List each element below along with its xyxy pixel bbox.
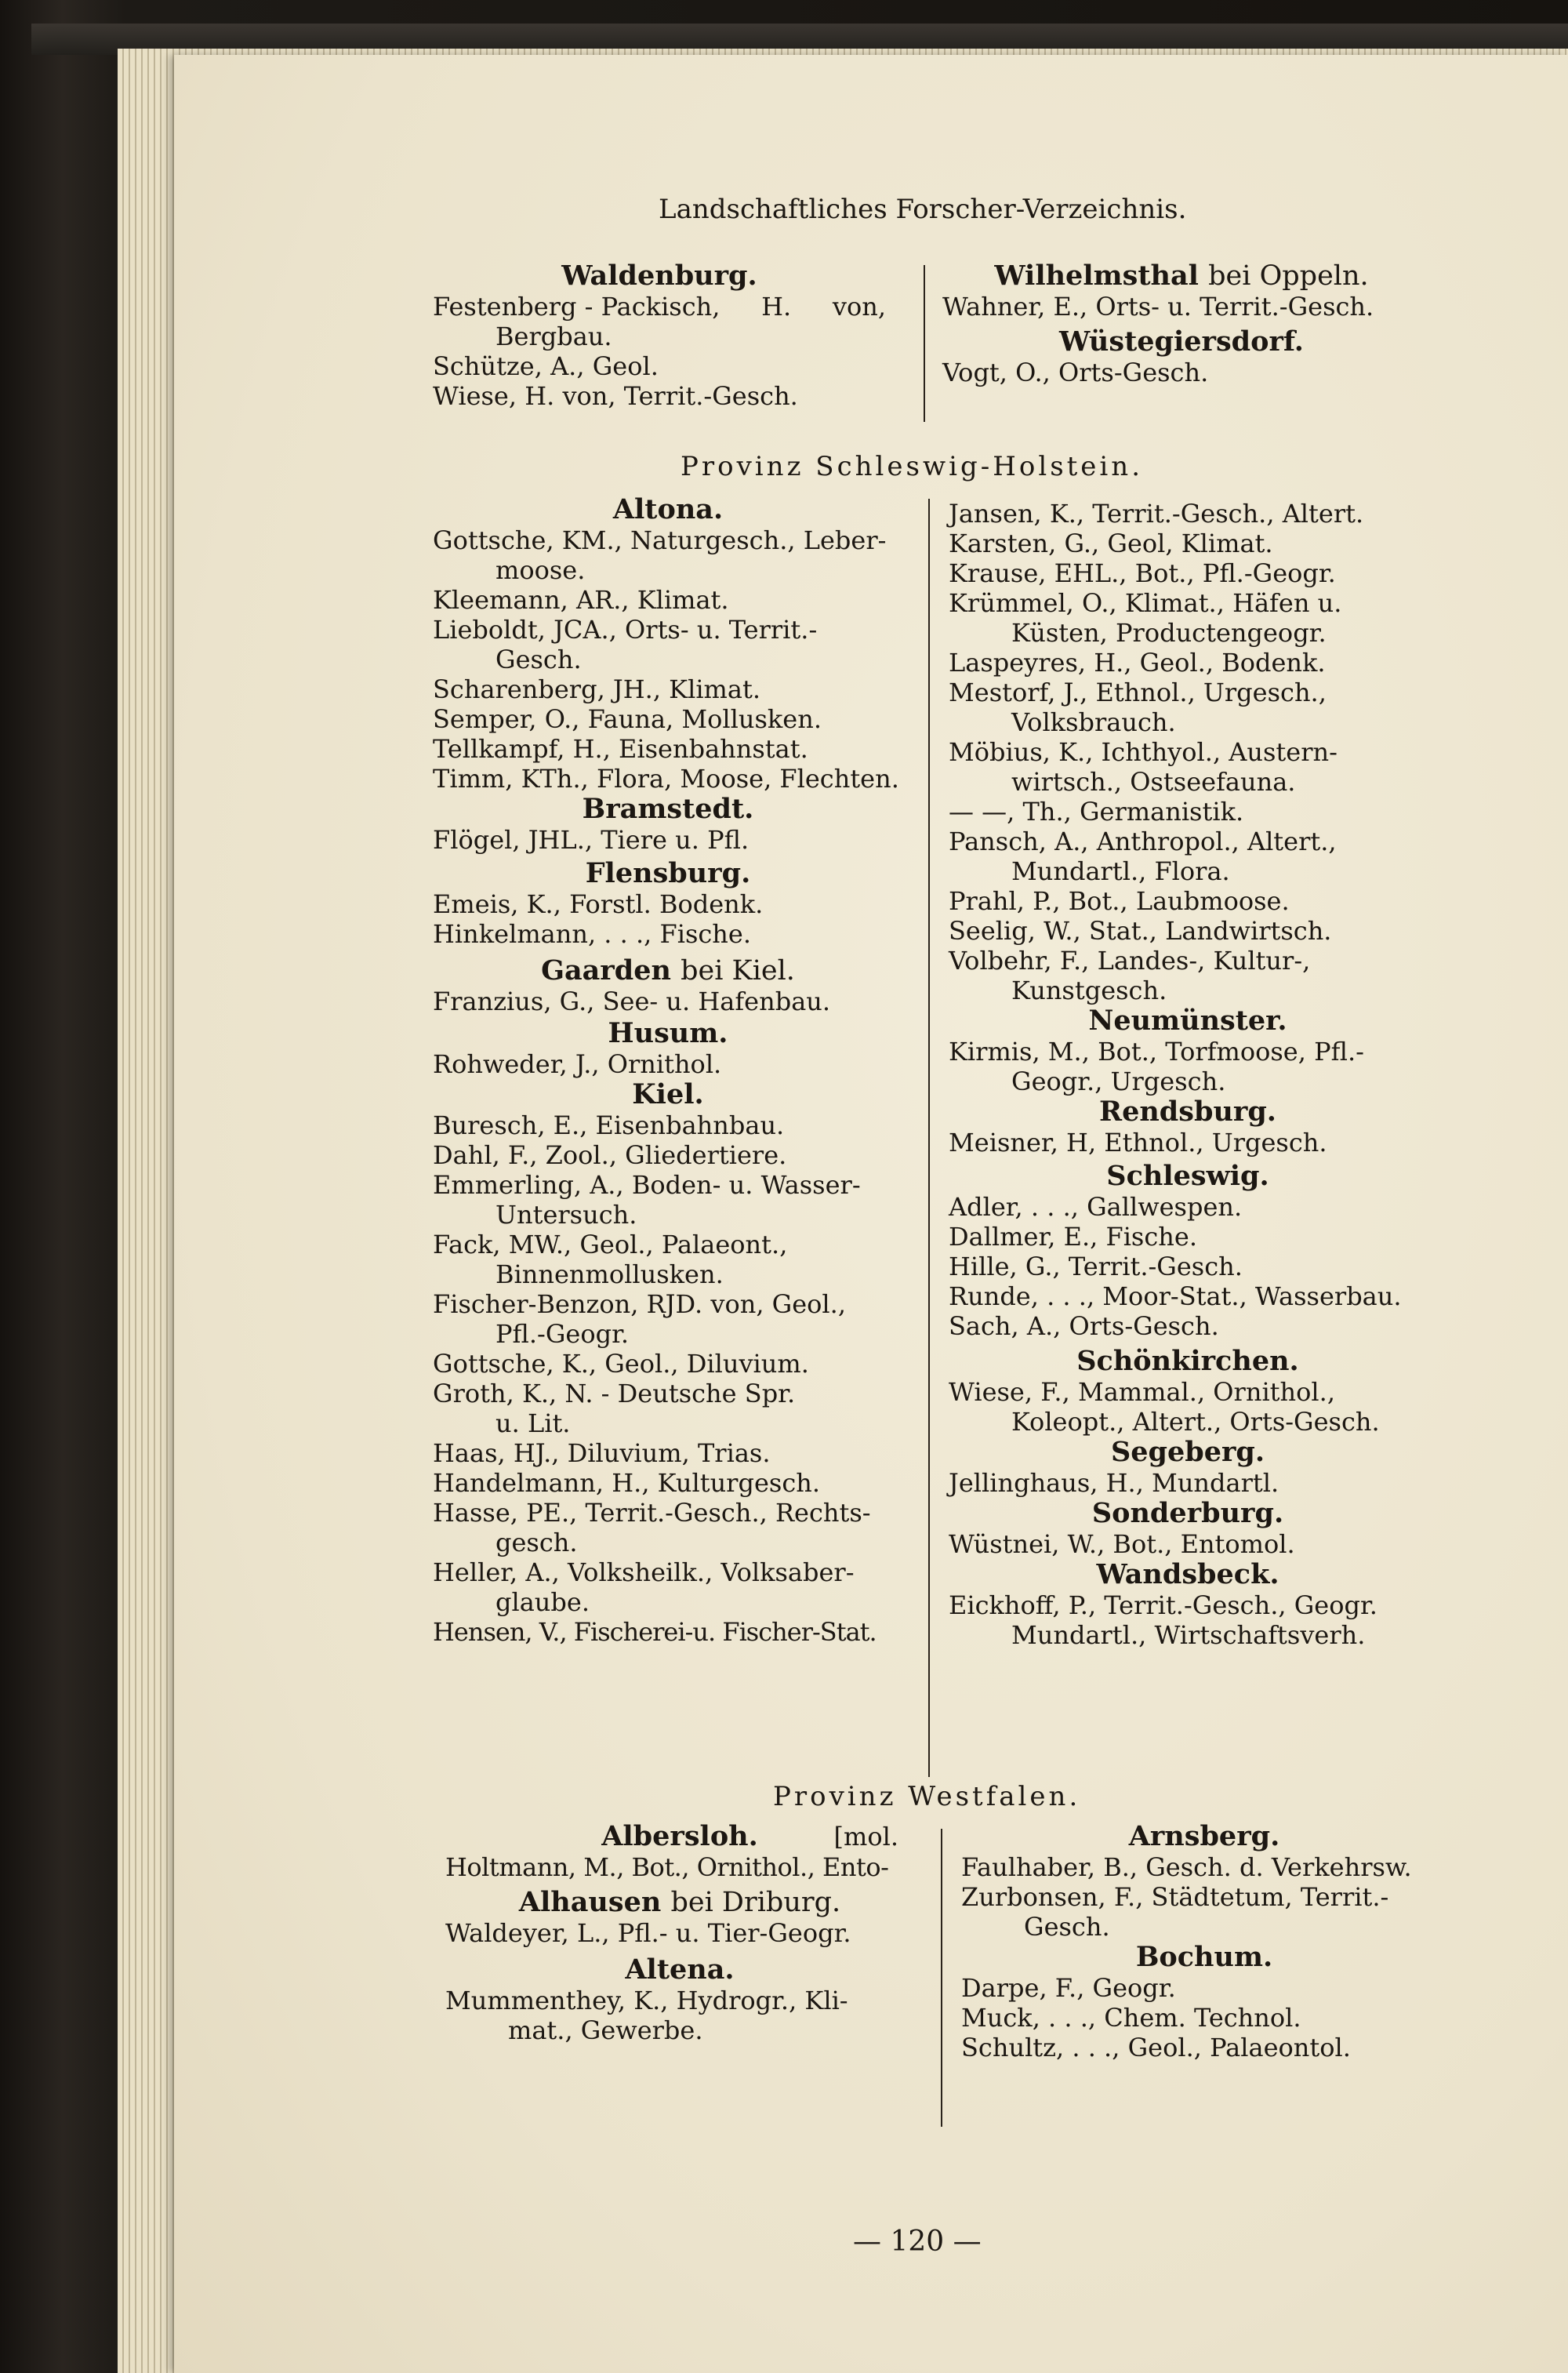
entry-line: moose.: [495, 555, 586, 585]
entry-line: Volbehr, F., Landes-, Kultur-,: [949, 946, 1311, 976]
entry-line: Waldeyer, L., Pfl.- u. Tier-Geogr.: [445, 1918, 851, 1948]
entry-line: Geogr., Urgesch.: [1011, 1067, 1226, 1096]
entry-line: Dallmer, E., Fische.: [949, 1222, 1197, 1252]
running-head: Landschaftliches Forscher-Verzeichnis.: [659, 194, 1187, 225]
entry-line: Runde, . . ., Moor-Stat., Wasserbau.: [949, 1281, 1402, 1311]
place-heading-sonderburg: Sonderburg.: [1091, 1497, 1284, 1529]
entry-line: Gesch.: [1024, 1912, 1110, 1942]
entry-line: Mundartl., Wirtschaftsverh.: [1011, 1620, 1366, 1650]
entry-line: Pfl.-Geogr.: [495, 1319, 630, 1349]
entry-line: Mestorf, J., Ethnol., Urgesch.,: [949, 678, 1327, 707]
entry-line: Hasse, PE., Territ.-Gesch., Rechts-: [433, 1498, 871, 1528]
entry-line: Mundartl., Flora.: [1011, 856, 1230, 886]
schlesien-left-column: [433, 260, 886, 411]
place-heading-text: Wilhelmsthal: [994, 260, 1199, 292]
entry-line: Dahl, F., Zool., Gliedertiere.: [433, 1140, 787, 1170]
entry-line: Gottsche, K., Geol., Diluvium.: [433, 1349, 809, 1379]
place-heading-wuestegiersdorf: Wüstegiersdorf.: [1059, 325, 1304, 358]
place-heading-rendsburg: Rendsburg.: [1099, 1096, 1276, 1128]
entry-line: [433, 292, 886, 322]
entry-line: Lieboldt, JCA., Orts- u. Territ.-: [433, 615, 818, 645]
entry-line: gesch.: [495, 1528, 578, 1557]
entry-line: Buresch, E., Eisenbahnbau.: [433, 1110, 785, 1140]
entry-line: Semper, O., Fauna, Mollusken.: [433, 704, 822, 734]
entry-line: Wiese, F., Mammal., Ornithol.,: [949, 1377, 1335, 1407]
entry-line: Haas, HJ., Diluvium, Trias.: [433, 1438, 771, 1468]
place-heading-schleswig: Schleswig.: [1106, 1160, 1269, 1192]
entry-line: Krümmel, O., Klimat., Häfen u.: [949, 588, 1342, 618]
entry-line: Schultz, . . ., Geol., Palaeontol.: [961, 2033, 1351, 2062]
entry-line: Sach, A., Orts-Gesch.: [949, 1311, 1219, 1341]
place-heading-waldenburg: Waldenburg.: [561, 260, 757, 292]
entry-line: u. Lit.: [495, 1408, 571, 1438]
place-heading-suffix: bei Kiel.: [681, 955, 795, 987]
entry-line: Prahl, P., Bot., Laubmoose.: [949, 886, 1290, 916]
entry-line: Fischer-Benzon, RJD. von, Geol.,: [433, 1289, 846, 1319]
column-rule: [941, 1829, 942, 2127]
place-heading-suffix: bei Driburg.: [670, 1887, 841, 1918]
entry-line: Heller, A., Volksheilk., Volksaber-: [433, 1557, 855, 1587]
entry-line: Koleopt., Altert., Orts-Gesch.: [1011, 1407, 1380, 1437]
entry-line: — —, Th., Germanistik.: [949, 797, 1244, 827]
entry-line: Untersuch.: [495, 1200, 637, 1230]
schleswig-holstein-left-column: [433, 494, 903, 1647]
entry-line: mat., Gewerbe.: [508, 2015, 703, 2045]
entry-line: Franzius, G., See- u. Hafenbau.: [433, 987, 831, 1016]
wrapped-word-fragment: [mol.: [833, 1822, 898, 1852]
entry-line: Groth, K., N. - Deutsche Spr.: [433, 1379, 796, 1408]
entry-line: Emeis, K., Forstl. Bodenk.: [433, 889, 764, 919]
entry-line: Pansch, A., Anthropol., Altert.,: [949, 827, 1337, 856]
column-rule: [924, 265, 925, 422]
entry-line: Jellinghaus, H., Mundartl.: [949, 1468, 1279, 1498]
westfalen-left-column: [445, 1821, 914, 2045]
entry-line: Volksbrauch.: [1011, 707, 1176, 737]
place-heading-bramstedt: Bramstedt.: [582, 793, 754, 825]
place-heading-wilhelmsthal: [942, 260, 1421, 292]
entry-line: Flögel, JHL., Tiere u. Pfl.: [433, 825, 750, 855]
entry-line: Seelig, W., Stat., Landwirtsch.: [949, 916, 1332, 946]
entry-line: Faulhaber, B., Gesch. d. Verkehrsw.: [961, 1852, 1412, 1882]
entry-line: Adler, . . ., Gallwespen.: [949, 1192, 1243, 1222]
entry-line: Hille, G., Territ.-Gesch.: [949, 1252, 1243, 1281]
entry-line: Gesch.: [495, 645, 582, 674]
place-heading-segeberg: Segeberg.: [1110, 1436, 1265, 1468]
entry-line: Rohweder, J., Ornithol.: [433, 1049, 722, 1079]
entry-line: Holtmann, M., Bot., Ornithol., Ento-: [445, 1852, 889, 1882]
place-heading-text: Gaarden: [541, 954, 671, 987]
entry-line: Wiese, H. von, Territ.-Gesch.: [433, 381, 798, 411]
entry-line: Eickhoff, P., Territ.-Gesch., Geogr.: [949, 1590, 1377, 1620]
place-heading-alhausen: [445, 1887, 914, 1918]
entry-line: Wüstnei, W., Bot., Entomol.: [949, 1529, 1295, 1559]
entry-line: Karsten, G., Geol, Klimat.: [949, 529, 1273, 558]
place-heading-flensburg: Flensburg.: [585, 857, 751, 889]
westfalen-right-column: [961, 1821, 1447, 2062]
place-heading-suffix: bei Oppeln.: [1208, 260, 1369, 292]
place-heading-schoenkirchen: Schönkirchen.: [1076, 1345, 1299, 1377]
entry-line: Muck, . . ., Chem. Technol.: [961, 2003, 1301, 2033]
place-heading-neumuenster: Neumünster.: [1088, 1005, 1287, 1037]
page-number: — 120 —: [853, 2226, 982, 2258]
entry-line: Schütze, A., Geol.: [433, 351, 659, 381]
entry-line: Handelmann, H., Kulturgesch.: [433, 1468, 821, 1498]
place-heading-altena: Altena.: [625, 1953, 735, 1986]
entry-word: von,: [832, 292, 886, 322]
place-heading-albersloh: [445, 1821, 914, 1852]
entry-line: wirtsch., Ostseefauna.: [1011, 767, 1296, 797]
entry-line: Wahner, E., Orts- u. Territ.-Gesch.: [942, 292, 1374, 322]
place-heading-gaarden: [433, 955, 903, 987]
book-page: [174, 55, 1568, 2373]
entry-word: Festenberg - Packisch,: [433, 292, 720, 322]
entry-line: Fack, MW., Geol., Palaeont.,: [433, 1230, 788, 1259]
entry-word: H.: [761, 292, 792, 322]
place-heading-text: Alhausen: [518, 1886, 662, 1918]
entry-line: Mummenthey, K., Hydrogr., Kli-: [445, 1986, 848, 2015]
entry-line: Kleemann, AR., Klimat.: [433, 585, 729, 615]
entry-line: Vogt, O., Orts-Gesch.: [942, 358, 1209, 387]
entry-line: Kunstgesch.: [1011, 976, 1167, 1005]
place-heading-text: Albersloh.: [601, 1820, 758, 1852]
entry-line: Möbius, K., Ichthyol., Austern-: [949, 737, 1338, 767]
place-heading-bochum: Bochum.: [1135, 1941, 1273, 1973]
entry-line: Küsten, Productengeogr.: [1011, 618, 1327, 648]
entry-line: Krause, EHL., Bot., Pfl.-Geogr.: [949, 558, 1336, 588]
entry-line: Timm, KTh., Flora, Moose, Flechten.: [433, 764, 899, 794]
schleswig-holstein-right-column: [949, 499, 1427, 1650]
place-heading-wandsbeck: Wandsbeck.: [1096, 1558, 1279, 1590]
entry-line: Meisner, H, Ethnol., Urgesch.: [949, 1128, 1327, 1157]
entry-line: Tellkampf, H., Eisenbahnstat.: [433, 734, 808, 764]
entry-line: Binnenmollusken.: [495, 1259, 724, 1289]
entry-line: Laspeyres, H., Geol., Bodenk.: [949, 648, 1326, 678]
entry-line: Gottsche, KM., Naturgesch., Leber-: [433, 525, 887, 555]
entry-line: Hensen, V., Fischerei-u. Fischer-Stat.: [433, 1617, 877, 1647]
place-heading-arnsberg: Arnsberg.: [1128, 1820, 1280, 1852]
entry-line: Hinkelmann, . . ., Fische.: [433, 919, 751, 949]
place-heading-husum: Husum.: [608, 1017, 728, 1049]
entry-line: Zurbonsen, F., Städtetum, Territ.-: [961, 1882, 1389, 1912]
place-heading-kiel: Kiel.: [632, 1078, 704, 1110]
entry-line: Emmerling, A., Boden- u. Wasser-: [433, 1170, 861, 1200]
entry-line: Darpe, F., Geogr.: [961, 1973, 1176, 2003]
place-heading-altona: Altona.: [612, 493, 724, 525]
entry-line: Kirmis, M., Bot., Torfmoose, Pfl.-: [949, 1037, 1364, 1067]
entry-line: Jansen, K., Territ.-Gesch., Altert.: [949, 499, 1364, 529]
entry-line: Scharenberg, JH., Klimat.: [433, 674, 760, 704]
entry-line: Bergbau.: [495, 322, 612, 351]
column-rule: [928, 499, 930, 1777]
province-heading-westfalen: Provinz Westfalen.: [773, 1781, 1081, 1812]
province-heading-schleswig-holstein: Provinz Schleswig-Holstein.: [681, 451, 1144, 482]
schlesien-right-column: [942, 260, 1421, 387]
entry-line: glaube.: [495, 1587, 590, 1617]
